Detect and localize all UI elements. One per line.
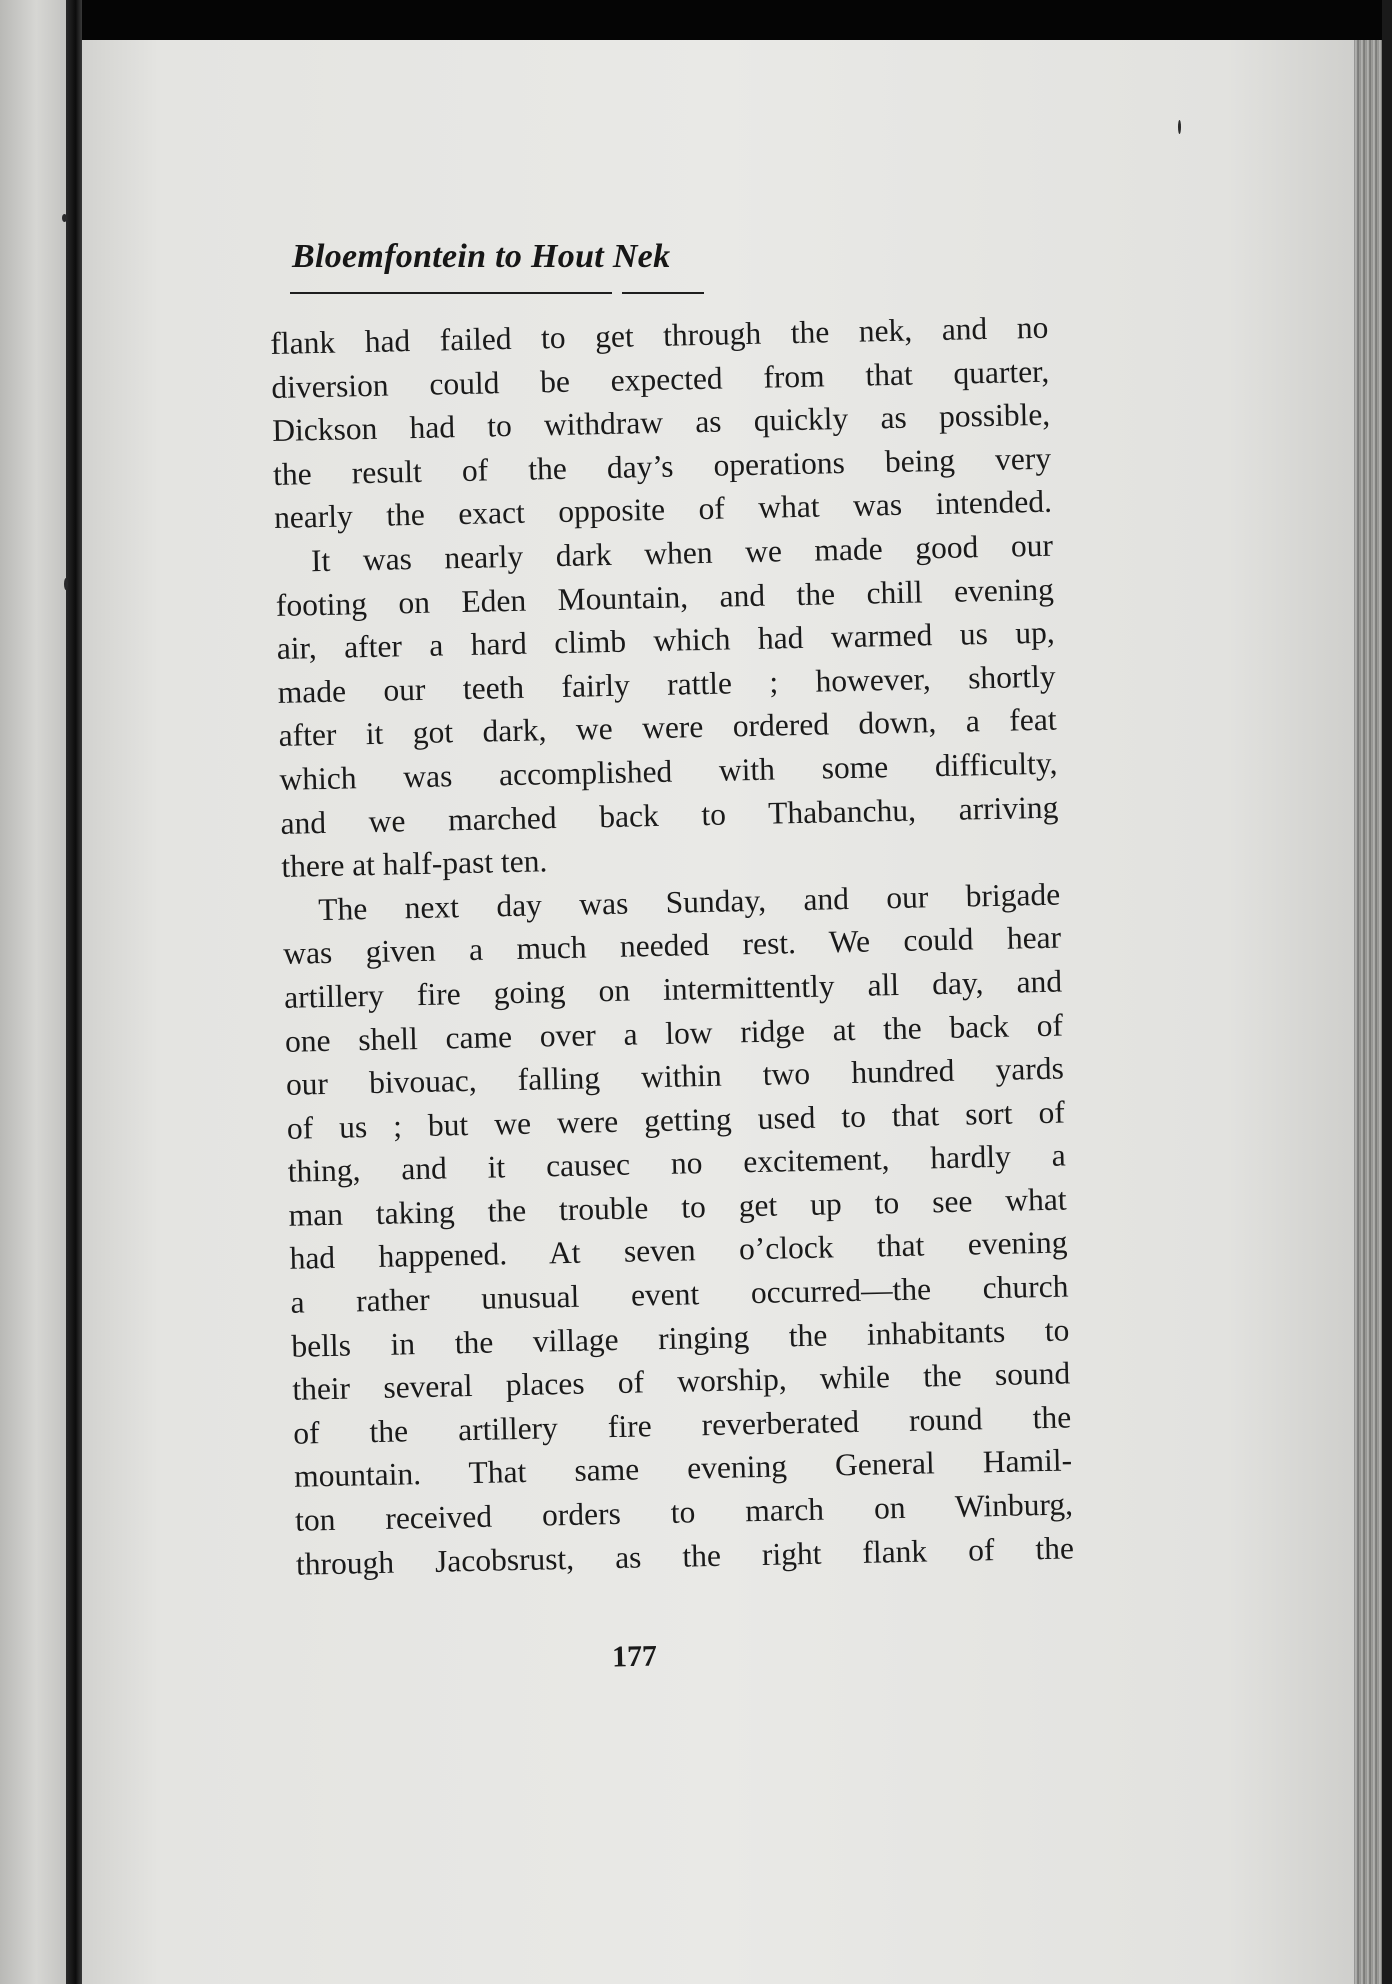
running-head: Bloemfontein to Hout Nek xyxy=(292,238,671,275)
text-line: mountain. That same evening General Hamil- xyxy=(293,1442,1073,1495)
text-line: was given a much needed rest. We could hear xyxy=(282,919,1062,972)
text-line: air, after a hard climb which had warmed us up, xyxy=(276,614,1056,667)
text-line: had happened. At seven o’clock that evening xyxy=(289,1224,1068,1277)
text-line: of us ; but we were getting used to that sort of xyxy=(286,1094,1066,1146)
page-number: 177 xyxy=(611,1639,658,1674)
text-line: bells in the village ringing the inhabitants to xyxy=(291,1312,1070,1364)
text-line: nearly the exact opposite of what was intended. xyxy=(273,484,1053,536)
text-line: and we marched back to Thabanchu, arriving xyxy=(280,789,1059,841)
facing-page-edge xyxy=(0,0,66,1984)
text-line: diversion could be expected from that quarter, xyxy=(270,353,1050,405)
text-line: of the artillery fire reverberated round the xyxy=(292,1399,1072,1451)
text-line: It was nearly dark when we made good our xyxy=(310,527,1054,579)
text-line: thing, and it causec no excitement, hardly a xyxy=(287,1137,1066,1190)
text-line: The next day was Sunday, and our brigade xyxy=(317,876,1061,927)
text-line: their several places of worship, while the sound xyxy=(291,1355,1071,1408)
running-head-rule xyxy=(290,292,612,294)
text-line: our bivouac, falling within two hundred yards xyxy=(285,1050,1065,1102)
text-line: made our teeth fairly rattle ; however, shortly xyxy=(277,658,1056,710)
body-text xyxy=(270,306,1074,1586)
dust-speck xyxy=(64,578,68,590)
dust-speck xyxy=(1178,120,1181,134)
text-line: artillery fire going on intermittently all day, and xyxy=(283,963,1063,1015)
dust-speck xyxy=(62,214,67,222)
scan-top-border xyxy=(0,0,1392,40)
text-line: the result of the day’s operations being very xyxy=(272,440,1052,492)
text-line: one shell came over a low ridge at the back of xyxy=(284,1007,1064,1059)
scan-right-border xyxy=(1382,0,1392,1984)
text-line: a rather unusual event occurred—the church xyxy=(290,1268,1069,1320)
text-line: footing on Eden Mountain, and the chill evening xyxy=(275,571,1055,623)
text-line: there at half-past ten. xyxy=(281,843,548,885)
running-head-rule-end xyxy=(622,292,704,294)
text-line: Dickson had to withdraw as quickly as possible, xyxy=(271,396,1051,449)
text-line: man taking the trouble to get up to see what xyxy=(288,1181,1067,1233)
text-line: which was accomplished with some difficulty, xyxy=(279,745,1058,797)
text-line: flank had failed to get through the nek, and no xyxy=(270,309,1049,361)
text-line: after it got dark, we were ordered down, a feat xyxy=(278,701,1057,754)
book-gutter xyxy=(66,0,82,1984)
text-line: ton received orders to march on Winburg, xyxy=(294,1486,1074,1538)
text-line: through Jacobsrust, as the right flank of the xyxy=(295,1530,1075,1582)
